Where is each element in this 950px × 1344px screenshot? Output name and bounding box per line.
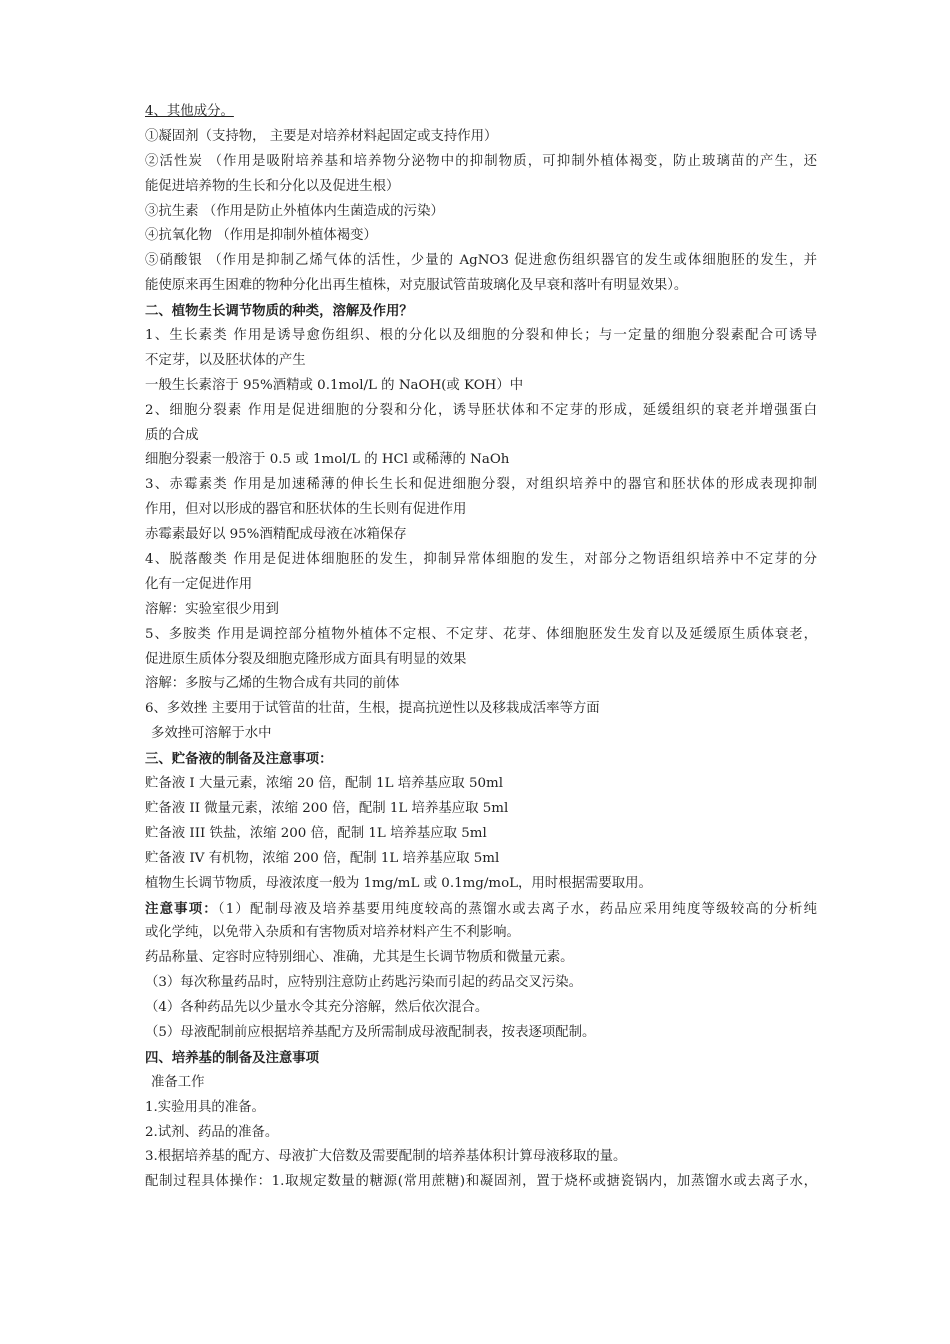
text-line: 赤霉素最好以 95%酒精配成母液在冰箱保存: [145, 527, 407, 543]
text-line: 或化学纯，以免带入杂质和有害物质对培养材料产生不利影响。: [145, 925, 520, 941]
text-line: 1、生长素类 作用是诱导愈伤组织、根的分化以及细胞的分裂和伸长；与一定量的细胞分裂素配合可诱导: [145, 328, 817, 344]
section-heading: 二、植物生长调节物质的种类，溶解及作用？: [145, 303, 413, 320]
notes-label: 注意事项：: [145, 900, 218, 917]
text-line: [145, 897, 817, 922]
text-line: 能促进培养物的生长和分化以及促进生根）: [145, 178, 400, 194]
text-line: ①凝固剂（支持物， 主要是对培养材料起固定或支持作用）: [145, 128, 498, 144]
document-page: [145, 100, 817, 1195]
text-line: ⑤硝酸银 （作用是抑制乙烯气体的活性，少量的 AgNO3 促进愈伤组织器官的发生或体细胞胚的发生，并: [145, 253, 817, 269]
text-line: 药品称量、定容时应特别细心、准确，尤其是生长调节物质和微量元素。: [145, 950, 574, 966]
text-line: 能使原来再生困难的物种分化出再生植株，对克服试管苗玻璃化及早衰和落叶有明显效果）。: [145, 278, 688, 294]
text-line: 贮备液 IV 有机物，浓缩 200 倍，配制 1L 培养基应取 5ml: [145, 850, 500, 866]
text-line: 溶解：多胺与乙烯的生物合成有共同的前体: [145, 676, 400, 692]
text-line: 3、赤霉素类 作用是加速稀薄的伸长生长和促进细胞分裂，对组织培养中的器官和胚状体的形成表现抑制: [145, 477, 817, 493]
text-line: 3.根据培养基的配方、母液扩大倍数及需要配制的培养基体积计算母液移取的量。: [145, 1149, 627, 1165]
text-line: 2、细胞分裂素 作用是促进细胞的分裂和分化，诱导胚状体和不定芽的形成，延缓组织的衰老并增强蛋白: [145, 402, 817, 418]
text-line: 4、其他成分。: [145, 104, 234, 119]
text-line: 一般生长素溶于 95%酒精或 0.1mol/L 的 NaOH(或 KOH）中: [145, 377, 524, 393]
text-line: 作用，但对以形成的器官和胚状体的生长则有促进作用: [145, 502, 467, 518]
text-line: （3）每次称量药品时，应特别注意防止药匙污染而引起的药品交叉污染。: [145, 975, 583, 991]
section-heading: 三、贮备液的制备及注意事项：: [145, 751, 333, 768]
text-line: ③抗生素 （作用是防止外植体内生菌造成的污染）: [145, 203, 444, 219]
text-line: 贮备液 II 微量元素，浓缩 200 倍，配制 1L 培养基应取 5ml: [145, 800, 509, 816]
text-line: 5、多胺类 作用是调控部分植物外植体不定根、不定芽、花芽、体细胞胚发生发育以及延缓原生质体衰老，: [145, 626, 817, 642]
text-line: （5）母液配制前应根据培养基配方及所需制成母液配制表，按表逐项配制。: [145, 1024, 596, 1040]
text-line: 1.实验用具的准备。: [145, 1099, 265, 1115]
text-line: 细胞分裂素一般溶于 0.5 或 1mol/L 的 HCl 或稀薄的 NaOh: [145, 452, 510, 468]
text-line: 4、脱落酸类 作用是促进体细胞胚的发生，抑制异常体细胞的发生，对部分之物语组织培养中不定芽的分: [145, 552, 817, 568]
text-line: 促进原生质体分裂及细胞克隆形成方面具有明显的效果: [145, 651, 467, 667]
text-line: 配制过程具体操作：1.取规定数量的糖源(常用蔗糖)和凝固剂，置于烧杯或搪瓷锅内，加蒸馏水或去离子水，: [145, 1174, 817, 1190]
text-line: 贮备液 III 铁盐，浓缩 200 倍，配制 1L 培养基应取 5ml: [145, 825, 487, 841]
section-heading: 四、培养基的制备及注意事项: [145, 1049, 320, 1066]
text-line: ④抗氧化物 （作用是抑制外植体褐变）: [145, 228, 377, 244]
text-line: ②活性炭 （作用是吸附培养基和培养物分泌物中的抑制物质，可抑制外植体褐变，防止玻璃苗的产生，还: [145, 153, 817, 169]
text-line: 溶解：实验室很少用到: [145, 601, 279, 617]
text-line: 多效挫可溶解于水中: [151, 726, 272, 742]
text-line: 质的合成: [145, 427, 199, 443]
text-line: 2.试剂、药品的准备。: [145, 1124, 279, 1140]
text-line: 准备工作: [151, 1074, 205, 1090]
text-line: （4）各种药品先以少量水令其充分溶解，然后依次混合。: [145, 1000, 489, 1016]
text-line: 6、多效挫 主要用于试管苗的壮苗，生根，提高抗逆性以及移栽成活率等方面: [145, 701, 600, 717]
text-line: 不定芽，以及胚状体的产生: [145, 352, 306, 368]
text-line: 植物生长调节物质，母液浓度一般为 1mg/mL 或 0.1mg/moL，用时根据需要取用。: [145, 875, 652, 891]
text-line: 化有一定促进作用: [145, 576, 253, 592]
text-line: 贮备液 I 大量元素，浓缩 20 倍，配制 1L 培养基应取 50ml: [145, 776, 503, 792]
notes-text: （1）配制母液及培养基要用纯度较高的蒸馏水或去离子水，药品应采用纯度等级较高的分析纯: [217, 901, 817, 917]
